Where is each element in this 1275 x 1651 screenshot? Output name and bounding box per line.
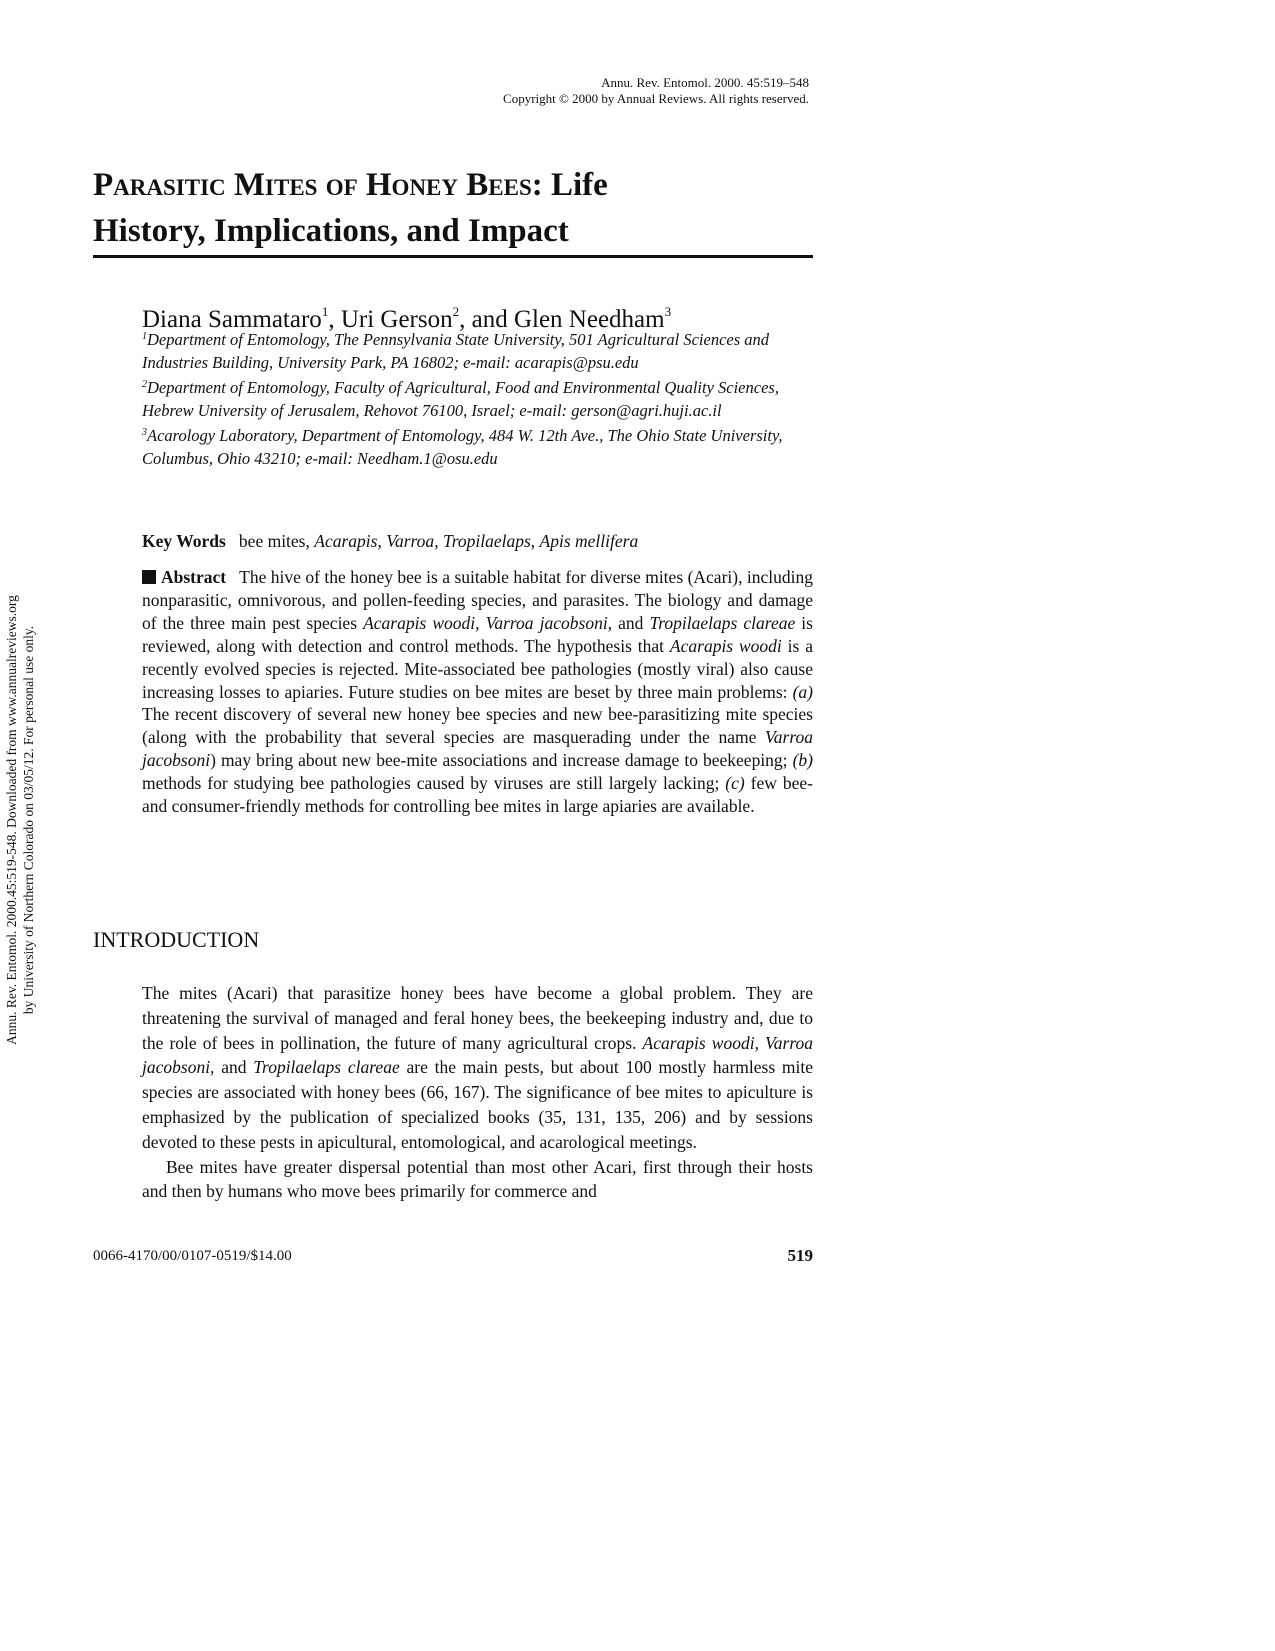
affiliation-1-sup: 1	[142, 331, 147, 342]
affiliation-3	[142, 422, 822, 470]
paragraph-text: and	[214, 1057, 254, 1078]
paragraph-text: ,	[754, 1032, 766, 1053]
author-2: Uri Gerson	[340, 306, 453, 333]
author-1: Diana Sammataro	[142, 306, 322, 333]
abstract-text: , and	[607, 612, 650, 633]
square-bullet-icon	[142, 570, 156, 584]
author-3-sup: 3	[664, 304, 672, 319]
species-name: Tropilaelaps clareae	[253, 1057, 400, 1078]
keyword-plain: bee mites,	[238, 531, 310, 551]
abstract-italic: (c)	[725, 773, 745, 794]
abstract-text: few bee- and consumer-friendly methods for controlling bee mites in large apiaries are available.	[142, 773, 813, 817]
affiliation-1-text: Department of Entomology, The Pennsylvania State University, 501 Agricultural Sciences and Industries Building, University Park, PA 16802; e-mail: acarapis@psu.edu	[142, 330, 770, 372]
download-watermark	[3, 540, 37, 1100]
abstract-italic: Acarapis woodi	[669, 635, 782, 656]
affiliation-2-sup: 2	[142, 379, 147, 391]
affiliation-3-text: Acarology Laboratory, Department of Entomology, 484 W. 12th Ave., The Ohio State University, Columbus, Ohio 43210; e-mail: Needham.1@osu.edu	[142, 426, 783, 468]
abstract-italic: Varroa jacobsoni	[142, 727, 813, 771]
paragraph-text: The mites (Acari) that parasitize honey bees have become a global problem. They are threatening the survival of managed and feral honey bees, the beekeeping industry and, due to the role of bees in pollination, the future of many agricultural crops.	[142, 983, 813, 1053]
watermark-line-2: by University of Northern Colorado on 03/05/12. For personal use only.	[21, 625, 36, 1015]
keywords-label: Key Words	[142, 531, 226, 551]
title-rule	[93, 255, 813, 258]
article-title	[93, 162, 813, 254]
author-separator: , and	[459, 306, 514, 333]
abstract-text: The recent discovery of several new honey bee species and new bee-parasitizing mite species (along with the probability that several species are masquerading under the name	[142, 704, 813, 748]
keywords: Key Words bee mites, Acarapis, Varroa, Tropilaelaps, Apis mellifera	[142, 531, 639, 551]
keyword: Tropilaelaps	[442, 531, 531, 551]
paragraph	[142, 981, 813, 1155]
title-line2: History, Implications, and Impact	[93, 213, 569, 249]
author-3: Glen Needham	[513, 306, 665, 333]
abstract-italic: Tropilaelaps clareae	[649, 612, 796, 633]
watermark-line-1: Annu. Rev. Entomol. 2000.45:519-548. Downloaded from www.annualreviews.org	[4, 595, 19, 1045]
affiliation-3-sup: 3	[142, 427, 147, 439]
abstract-label: Abstract	[161, 567, 227, 587]
affiliation-2-text: Department of Entomology, Faculty of Agricultural, Food and Environmental Quality Sciences, Hebrew University of Jerusalem, Rehovot 76100, Israel; e-mail: gerson@agri.huji.ac.il	[142, 378, 779, 420]
section-heading-introduction: INTRODUCTION	[93, 927, 260, 952]
paragraph-text: are the main pests, but about 100 mostly harmless mite species are associated with honey bees (66, 167). The significance of bee mites to apiculture is emphasized by the publication of specialized books (35, 131, 135, 206) and by sessions devoted to these pests in apicultural, entomological, and acarological meetings.	[142, 1057, 814, 1152]
page-number: 519	[787, 1246, 813, 1265]
paragraph-text: Bee mites have greater dispersal potential than most other Acari, first through their hosts and then by humans who move bees primarily for commerce and	[142, 1156, 813, 1202]
author-1-sup: 1	[321, 304, 329, 319]
abstract-italic: (a)	[792, 681, 813, 702]
author-2-sup: 2	[452, 304, 460, 319]
abstract-text: is a recently evolved species is rejected. Mite-associated bee pathologies (mostly viral) also cause increasing losses to apiaries. Future studies on bee mites are beset by three main problems:	[142, 635, 813, 702]
abstract-text: ) may bring about new bee-mite associations and increase damage to beekeeping;	[210, 750, 793, 771]
abstract	[142, 566, 813, 818]
affiliation-1	[142, 326, 822, 374]
affiliation-2	[142, 374, 822, 422]
keyword: Varroa	[386, 531, 435, 551]
abstract-text: The hive of the honey bee is a suitable habitat for diverse mites (Acari), including nonparasitic, omnivorous, and pollen-feeding species, and parasites. The biology and damage of the three main pest species	[142, 567, 814, 633]
abstract-italic: (b)	[792, 750, 813, 771]
abstract-text: methods for studying bee pathologies caused by viruses are still largely lacking;	[142, 773, 726, 794]
title-smallcaps: Parasitic Mites of Honey Bees:	[93, 167, 543, 203]
paragraph	[142, 1155, 813, 1205]
abstract-italic: Acarapis woodi, Varroa jacobsoni	[363, 612, 608, 633]
species-name: Acarapis woodi	[642, 1032, 755, 1053]
affiliations	[142, 326, 822, 471]
keyword: Acarapis	[314, 531, 378, 551]
introduction-body	[142, 981, 813, 1204]
species-name: Varroa jacobsoni,	[142, 1032, 813, 1078]
journal-info	[503, 75, 809, 107]
footer-code: 0066-4170/00/0107-0519/$14.00	[93, 1248, 292, 1264]
journal-citation: Annu. Rev. Entomol. 2000. 45:519–548	[601, 75, 809, 90]
title-line1-rest: Life	[550, 167, 608, 203]
author-separator: ,	[328, 306, 341, 333]
copyright-notice: Copyright © 2000 by Annual Reviews. All rights reserved.	[503, 91, 809, 106]
keyword: Apis mellifera	[539, 531, 639, 551]
abstract-text: is reviewed, along with detection and control methods. The hypothesis that	[142, 612, 813, 656]
